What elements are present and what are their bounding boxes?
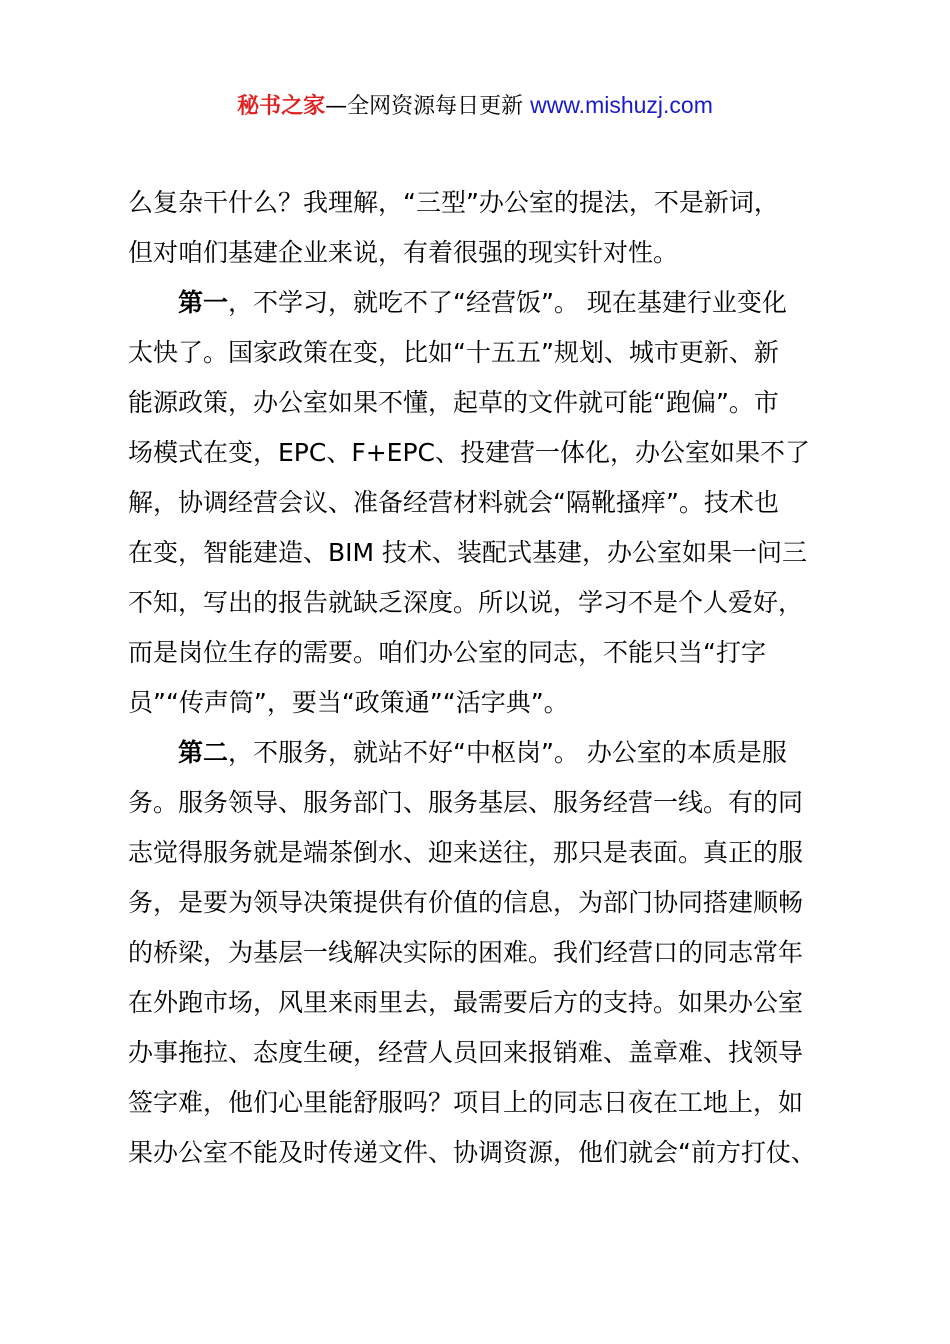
text-line: 务。服务领导、服务部门、服务基层、服务经营一线。有的同 — [128, 788, 804, 817]
text-line: ，不服务，就站不好“中枢岗”。 办公室的本质是服 — [228, 738, 787, 767]
text-line: ，不学习，就吃不了“经营饭”。 现在基建行业变化 — [228, 288, 787, 317]
text-line: 能源政策，办公室如果不懂，起草的文件就可能“跑偏”。市 — [128, 388, 779, 417]
paragraph-first — [128, 278, 840, 328]
text-line: 不知，写出的报告就缺乏深度。所以说，学习不是个人爱好， — [128, 588, 804, 617]
text-line: 在外跑市场，风里来雨里去，最需要后方的支持。如果办公室 — [128, 988, 804, 1017]
text-line: 在变，智能建造、BIM 技术、装配式基建，办公室如果一问三 — [128, 538, 808, 567]
text-line: 员”“传声筒”，要当“政策通”“活字典”。 — [128, 688, 569, 717]
website-link[interactable]: www.mishuzj.com — [530, 92, 713, 118]
text-line: 么复杂干什么？我理解，“三型”办公室的提法，不是新词， — [128, 188, 779, 217]
text-line: 但对咱们基建企业来说，有着很强的现实针对性。 — [128, 238, 679, 267]
text-line: 果办公室不能及时传递文件、协调资源，他们就会“前方打仗、 — [128, 1138, 816, 1167]
text-line: 场模式在变，EPC、F+EPC、投建营一体化，办公室如果不了 — [128, 438, 810, 467]
paragraph-second — [128, 728, 840, 778]
brand-name: 秘书之家 — [237, 94, 326, 119]
text-line: 的桥梁，为基层一线解决实际的困难。我们经营口的同志常年 — [128, 938, 804, 967]
text-line: 办事拖拉、态度生硬，经营人员回来报销难、盖章难、找领导 — [128, 1038, 804, 1067]
text-line: 签字难，他们心里能舒服吗？项目上的同志日夜在工地上，如 — [128, 1088, 804, 1117]
paragraph-lead: 第一 — [178, 288, 229, 317]
text-line: 太快了。国家政策在变，比如“十五五”规划、城市更新、新 — [128, 338, 779, 367]
paragraph-lead: 第二 — [178, 738, 229, 767]
page-header — [0, 88, 950, 124]
document-body — [128, 178, 840, 1178]
text-line: 解，协调经营会议、准备经营材料就会“隔靴搔痒”。技术也 — [128, 488, 779, 517]
text-line: 务，是要为领导决策提供有价值的信息，为部门协同搭建顺畅 — [128, 888, 804, 917]
header-slogan: —全网资源每日更新 — [325, 94, 531, 119]
text-line: 而是岗位生存的需要。咱们办公室的同志，不能只当“打字 — [128, 638, 766, 667]
text-line: 志觉得服务就是端茶倒水、迎来送往，那只是表面。真正的服 — [128, 838, 804, 867]
